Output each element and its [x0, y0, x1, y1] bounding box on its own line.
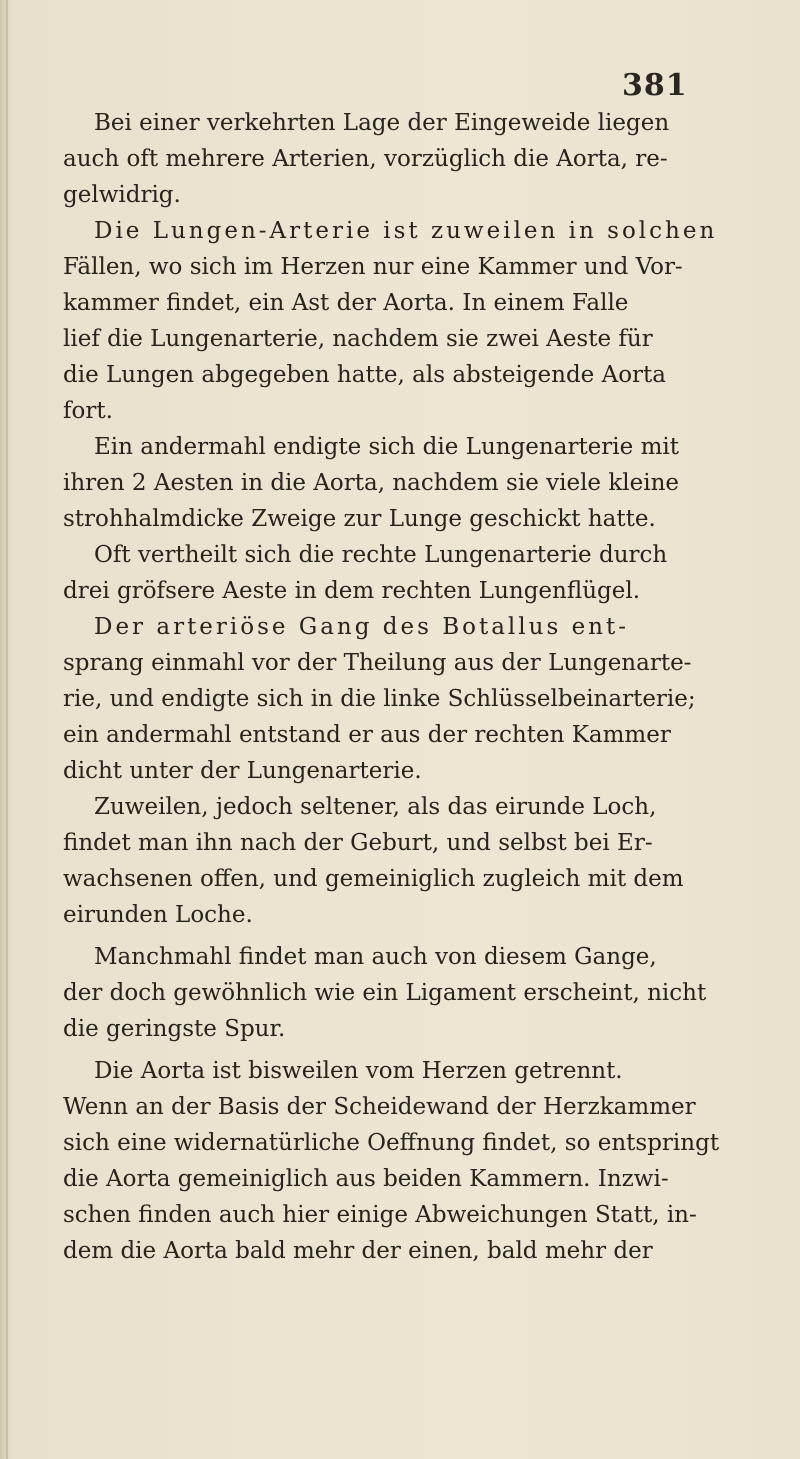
text-line: dicht unter der Lungenarterie.	[63, 758, 422, 784]
text-line: rie, und endigte sich in die linke Schlüsselbeinarterie;	[63, 686, 696, 712]
text-line: dem die Aorta bald mehr der einen, bald mehr der	[63, 1238, 653, 1264]
page-number: 381	[622, 68, 688, 103]
text-line: findet man ihn nach der Geburt, und selbst bei Er-	[63, 830, 653, 856]
text-line: der doch gewöhnlich wie ein Ligament erscheint, nicht	[63, 980, 707, 1006]
text-line: wachsenen offen, und gemeiniglich zugleich mit dem	[63, 866, 684, 892]
text-line: gelwidrig.	[63, 182, 181, 208]
text-line: Wenn an der Basis der Scheidewand der Herzkammer	[63, 1094, 696, 1120]
text-line: sich eine widernatürliche Oeffnung findet, so entspringt	[63, 1130, 720, 1156]
text-line: Der arteriöse Gang des Botallus ent-	[94, 614, 630, 640]
text-line: die Aorta gemeiniglich aus beiden Kammern. Inzwi-	[63, 1166, 669, 1192]
text-line: sprang einmahl vor der Theilung aus der Lungenarte-	[63, 650, 692, 676]
text-line: Manchmahl findet man auch von diesem Gange,	[94, 944, 657, 970]
text-line: fort.	[63, 398, 113, 424]
text-line: ihren 2 Aesten in die Aorta, nachdem sie viele kleine	[63, 470, 680, 496]
page-gutter	[6, 0, 8, 1459]
text-line: schen finden auch hier einige Abweichungen Statt, in-	[63, 1202, 697, 1228]
text-line: auch oft mehrere Arterien, vorzüglich die Aorta, re-	[63, 146, 668, 172]
text-line: lief die Lungenarterie, nachdem sie zwei Aeste für	[63, 326, 653, 352]
text-line: drei gröfsere Aeste in dem rechten Lungenflügel.	[63, 578, 641, 604]
text-line: Die Lungen-Arterie ist zuweilen in solchen	[94, 218, 718, 244]
text-line: Zuweilen, jedoch seltener, als das eirunde Loch,	[94, 794, 657, 820]
text-line: Fällen, wo sich im Herzen nur eine Kammer und Vor-	[63, 254, 683, 280]
text-line: die Lungen abgegeben hatte, als absteigende Aorta	[63, 362, 666, 388]
text-line: Ein andermahl endigte sich die Lungenarterie mit	[94, 434, 679, 460]
text-line: eirunden Loche.	[63, 902, 253, 928]
text-line: ein andermahl entstand er aus der rechten Kammer	[63, 722, 671, 748]
text-line: die geringste Spur.	[63, 1016, 286, 1042]
text-line: Bei einer verkehrten Lage der Eingeweide liegen	[94, 110, 670, 136]
text-line: strohhalmdicke Zweige zur Lunge geschickt hatte.	[63, 506, 656, 532]
text-line: Die Aorta ist bisweilen vom Herzen getrennt.	[94, 1058, 623, 1084]
text-line: Oft vertheilt sich die rechte Lungenarterie durch	[94, 542, 668, 568]
text-line: kammer findet, ein Ast der Aorta. In einem Falle	[63, 290, 629, 316]
